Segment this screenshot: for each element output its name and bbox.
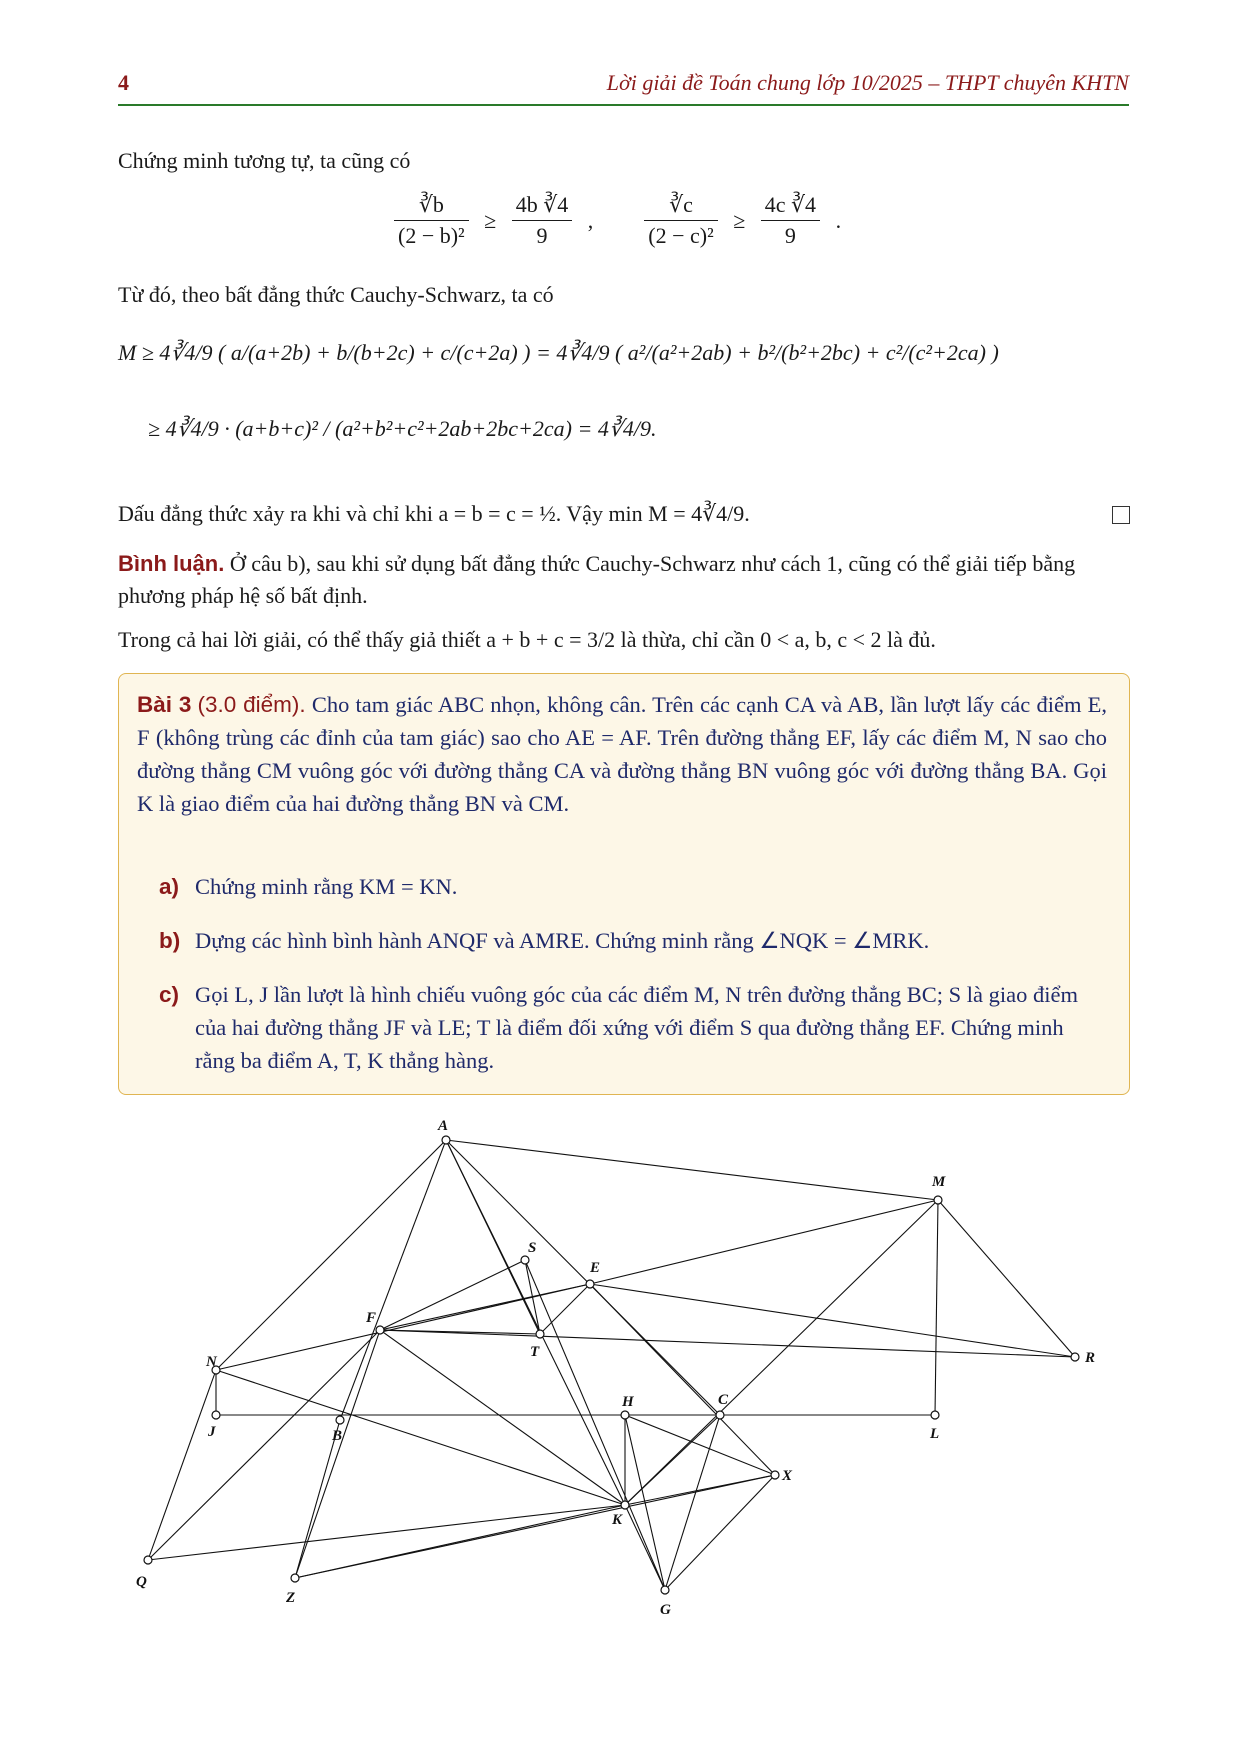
problem-points: (3.0 điểm). [197, 692, 306, 717]
label-g: G [660, 1602, 671, 1618]
point-z [291, 1574, 299, 1582]
label-c: C [718, 1392, 729, 1408]
label-t: T [530, 1344, 540, 1360]
label-a: A [438, 1120, 449, 1134]
point-e [586, 1280, 594, 1288]
equality-condition: Dấu đẳng thức xảy ra khi và chỉ khi a = b = c = ½. Vậy min M = 4∛4/9. [118, 501, 750, 526]
qed-box [1112, 506, 1130, 524]
point-b [336, 1416, 344, 1424]
fraction: $\frac{∛b}{\text{(2 − b)²}}$ [394, 190, 469, 251]
label-n: N [206, 1354, 217, 1370]
point-q [144, 1556, 152, 1564]
point-k [621, 1501, 629, 1509]
problem-text: Cho tam giác ABC nhọn, không cân. Trên các cạnh CA và AB, lần lượt lấy các điểm E, F (không trùng các đỉnh của tam giác) sao cho AE = AF. Trên đường thẳng EF, lấy các điểm M, N sao cho đường thẳng CM vuông góc với đường thẳng CA và đường thẳng BN vuông góc với đường thẳng BA. Gọi K là giao điểm của hai đường thẳng BN và CM. [137, 692, 1108, 816]
point-x [771, 1471, 779, 1479]
point-g [661, 1586, 669, 1594]
part-label: b) [159, 928, 181, 953]
comment-paragraph [118, 548, 1130, 612]
problem-statement [137, 688, 1107, 820]
fraction: $\frac{∛c}{\text{(2 − c)²}}$ [644, 190, 717, 251]
formula-m-line2: ≥ 4∛4/9 · (a+b+c)² / (a²+b²+c²+2ab+2bc+2ca) = 4∛4/9. [148, 416, 657, 441]
problem-part-c [159, 978, 1089, 1077]
formula-m-line1: M ≥ 4∛4/9 ( a/(a+2b) + b/(b+2c) + c/(c+2a) ) = 4∛4/9 ( a²/(a²+2ab) + b²/(b²+2bc) + c²/(c²+2ca) ) [118, 340, 999, 365]
comment-label: Bình luận. [118, 551, 225, 576]
inequality-b-c: $\frac{∛b}{\text{(2 − b)²}}$ ≥ $\frac{4b ∛4}{9}$ , $\frac{∛c}{\text{(2 − c)²}}$ ≥ $\frac{4c ∛4}{9}$ . [390, 190, 847, 251]
part-text: Gọi L, J lần lượt là hình chiếu vuông góc của các điểm M, N trên đường thẳng BC; S là giao điểm của hai đường thẳng JF và LE; T là điểm đối xứng với điểm S qua đường thẳng EF. Chứng minh rằng ba điểm A, T, K thẳng hàng. [195, 982, 1079, 1073]
label-k: K [612, 1512, 623, 1528]
figure-labels [136, 1120, 1095, 1618]
m-inequality-line2 [118, 398, 1130, 468]
point-h [621, 1411, 629, 1419]
point-s [521, 1256, 529, 1264]
point-f [376, 1326, 384, 1334]
text-line-cauchy: Từ đó, theo bất đẳng thức Cauchy-Schwarz, ta có [118, 282, 554, 307]
comment-text: Ở câu b), sau khi sử dụng bất đẳng thức Cauchy-Schwarz như cách 1, cũng có thể giải tiếp bằng phương pháp hệ số bất định. [118, 551, 1076, 608]
label-m: M [932, 1174, 946, 1190]
label-x: X [782, 1468, 793, 1484]
point-l [931, 1411, 939, 1419]
problem-box [118, 673, 1130, 1095]
part-text: Dựng các hình bình hành ANQF và AMRE. Chứng minh rằng ∠NQK = ∠MRK. [195, 928, 930, 953]
point-c [716, 1411, 724, 1419]
label-j: J [208, 1424, 216, 1440]
part-text: Chứng minh rằng KM = KN. [195, 874, 458, 899]
page-number: 4 [118, 70, 129, 95]
label-z: Z [286, 1590, 296, 1606]
label-e: E [590, 1260, 601, 1276]
point-a [442, 1136, 450, 1144]
label-r: R [1085, 1350, 1096, 1366]
point-m [934, 1196, 942, 1204]
m-inequality-line1 [118, 322, 1130, 392]
point-r [1071, 1353, 1079, 1361]
label-q: Q [136, 1574, 147, 1590]
part-label: c) [159, 982, 180, 1007]
label-h: H [622, 1394, 634, 1410]
point-t [536, 1330, 544, 1338]
problem-title: Bài 3 [137, 692, 192, 717]
problem-part-b [159, 924, 1089, 957]
problem-part-a [159, 870, 1089, 903]
page-header [118, 68, 1129, 106]
text-line-similar-proof: Chứng minh tương tự, ta cũng có [118, 148, 411, 173]
fraction: $\frac{4b ∛4}{9}$ [512, 190, 573, 251]
part-label: a) [159, 874, 180, 899]
running-title: Lời giải đề Toán chung lớp 10/2025 – THPT chuyên KHTN [606, 70, 1129, 95]
label-f: F [366, 1310, 377, 1326]
remark-paragraph: Trong cả hai lời giải, có thể thấy giả thiết a + b + c = 3/2 là thừa, chỉ cần 0 < a, b, c < 2 là đủ. [118, 627, 936, 652]
label-l: L [930, 1426, 940, 1442]
label-b: B [332, 1428, 343, 1444]
point-j [212, 1411, 220, 1419]
label-s: S [528, 1240, 537, 1256]
fraction: $\frac{4c ∛4}{9}$ [761, 190, 820, 251]
geometry-figure [0, 1120, 1241, 1680]
